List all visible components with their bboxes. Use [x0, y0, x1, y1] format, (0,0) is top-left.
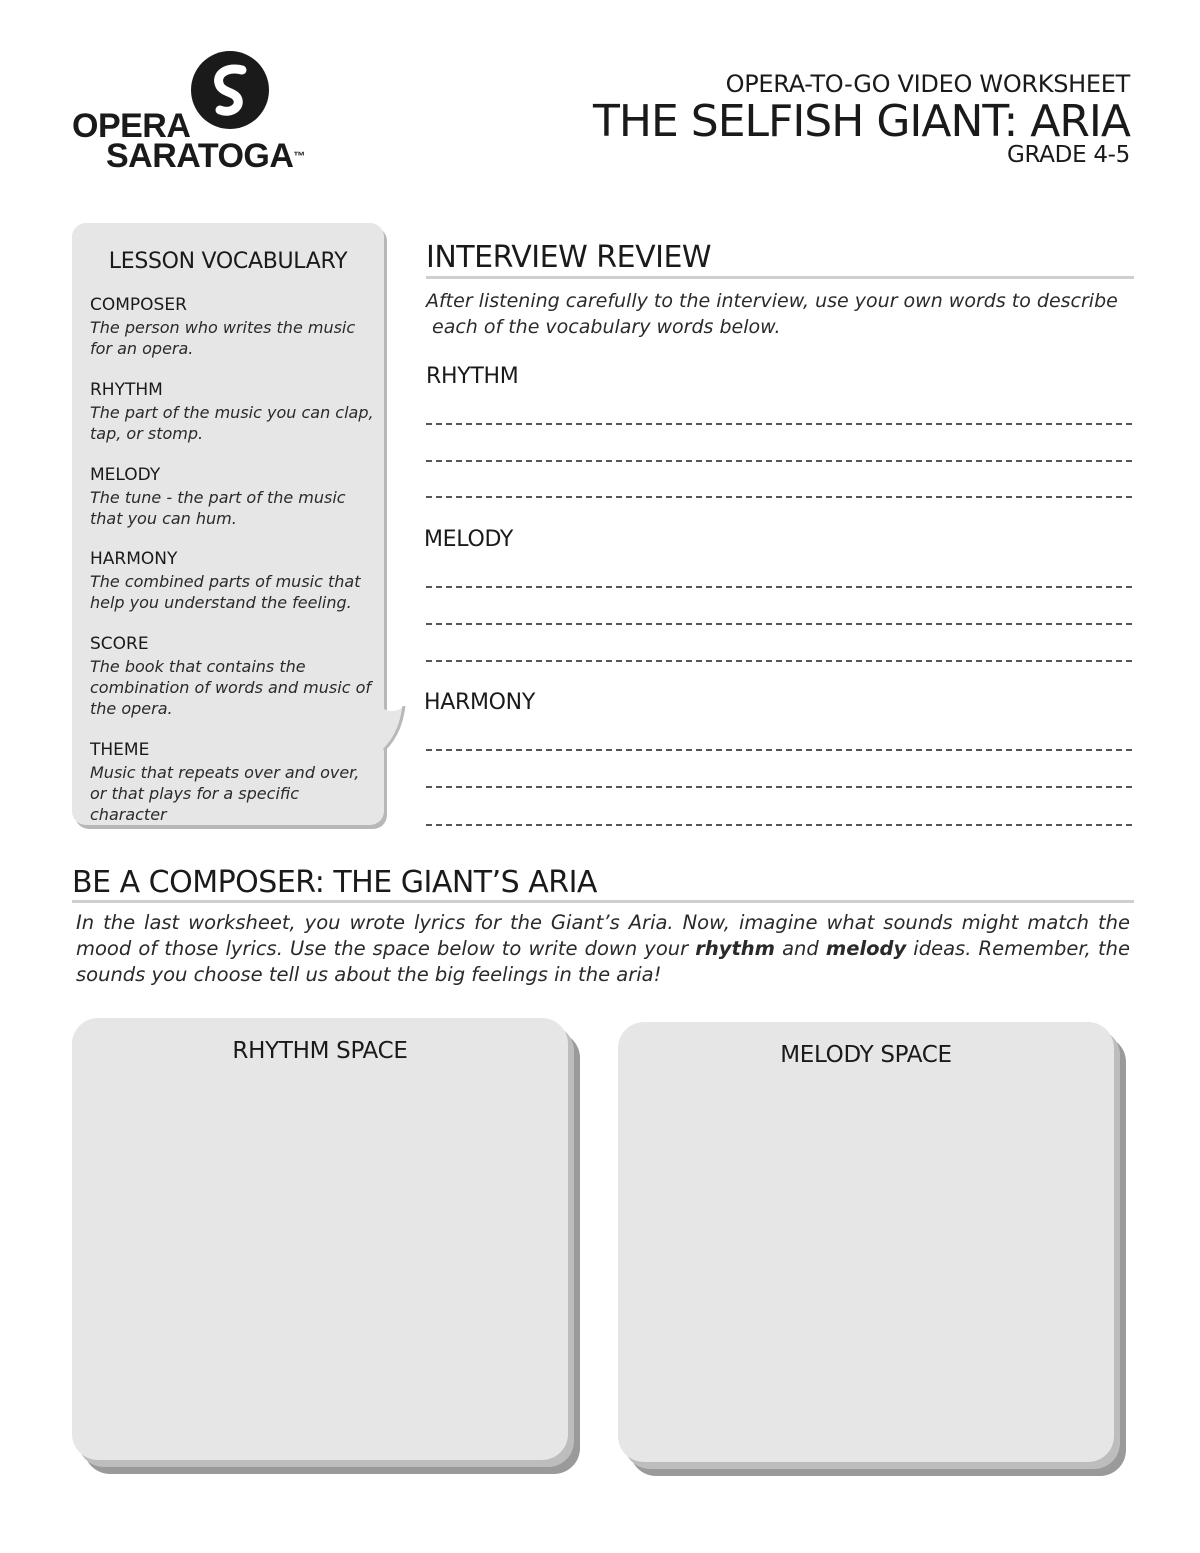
interview-instructions-line-1: After listening carefully to the interview, use your own words to describe — [426, 290, 1118, 312]
vocab-definition: The part of the music you can clap, tap, or stomp. — [90, 403, 374, 443]
vocab-definition: Music that repeats over and over, or that plays for a specific character — [90, 763, 360, 824]
vocab-term: THEME — [90, 740, 150, 760]
page-title: THE SELFISH GIANT: ARIA — [593, 96, 1130, 147]
melody-answer-line[interactable] — [426, 660, 1132, 662]
vocab-definition: The combined parts of music that help you understand the feeling. — [90, 572, 361, 612]
vocabulary-title: LESSON VOCABULARY — [108, 249, 348, 274]
harmony-answer-line[interactable] — [426, 824, 1132, 826]
rhythm-answer-line[interactable] — [426, 460, 1132, 462]
worksheet-subtitle: OPERA-TO-GO VIDEO WORKSHEET — [725, 70, 1130, 98]
logo-text-saratoga: SARATOGA™ — [106, 137, 305, 175]
melody-answer-line[interactable] — [426, 623, 1132, 625]
rhythm-space-box[interactable] — [72, 1018, 568, 1460]
be-a-composer-title: BE A COMPOSER: THE GIANT’S ARIA — [72, 865, 597, 900]
grade-label: GRADE 4-5 — [1006, 142, 1130, 168]
rhythm-answer-label: RHYTHM — [426, 364, 519, 389]
logo-text-opera: OPERA — [72, 107, 191, 145]
rhythm-space-label: RHYTHM SPACE — [232, 1038, 408, 1064]
opera-saratoga-logo — [72, 50, 305, 175]
melody-space-label: MELODY SPACE — [780, 1042, 952, 1068]
composer-instructions: In the last worksheet, you wrote lyrics for the Giant’s Aria. Now, imagine what sounds might match the mood of those lyrics. Use the space below to write down your rhythm and melody ideas. Remember, the sounds you choose tell us about the big feelings in the aria! — [76, 911, 1130, 986]
vocab-definition: The book that contains the combination of words and music of the opera. — [90, 657, 371, 718]
speech-bubble-tail — [382, 706, 406, 752]
harmony-answer-line[interactable] — [426, 786, 1132, 788]
melody-answer-line[interactable] — [426, 586, 1132, 588]
melody-space-box[interactable] — [618, 1022, 1114, 1462]
rhythm-answer-line[interactable] — [426, 423, 1132, 425]
vocab-definition: The person who writes the music for an opera. — [90, 318, 356, 358]
section-divider — [72, 900, 1134, 903]
vocab-term: MELODY — [90, 465, 161, 485]
section-divider — [426, 276, 1134, 279]
harmony-answer-line[interactable] — [426, 749, 1132, 751]
interview-instructions-line-2: each of the vocabulary words below. — [432, 316, 781, 338]
vocab-definition: The tune - the part of the music that you can hum. — [90, 488, 346, 528]
lesson-vocabulary-panel — [72, 223, 384, 825]
vocab-term: SCORE — [90, 634, 149, 654]
interview-review-title: INTERVIEW REVIEW — [426, 240, 712, 275]
vocab-term: HARMONY — [90, 549, 178, 569]
vocab-term: COMPOSER — [90, 295, 187, 315]
harmony-answer-label: HARMONY — [424, 690, 535, 715]
melody-answer-label: MELODY — [424, 527, 514, 552]
rhythm-answer-line[interactable] — [426, 496, 1132, 498]
vocab-term: RHYTHM — [90, 380, 163, 400]
